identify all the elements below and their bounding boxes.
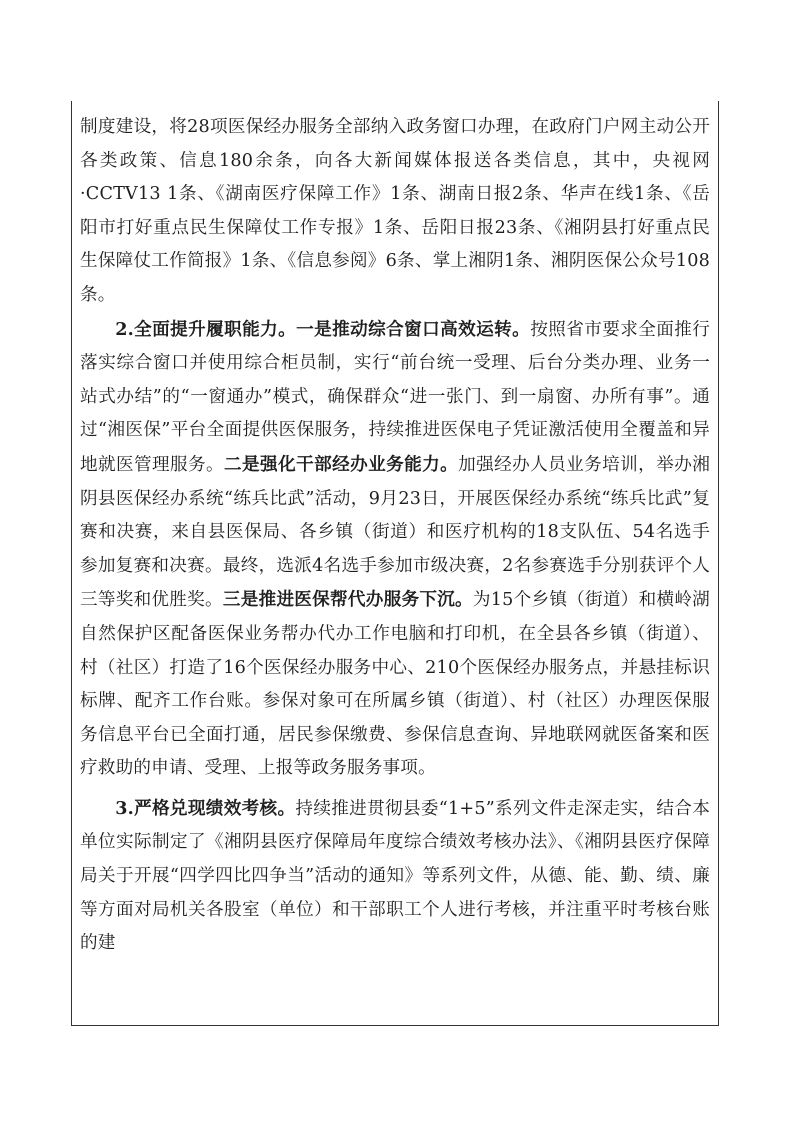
paragraph-performance: [80, 792, 710, 961]
section-heading: 3.严格兑现绩效考核。: [115, 797, 296, 819]
paragraph-publicity: [80, 111, 710, 313]
point-one-text: 按照省市要求全面推行落实综合窗口并使用综合柜员制，实行“前台统一受理、后台分类办理、业务一站式办结”的“一窗通办”模式，确保群众“进一张门、到一扇窗、办所有事”。通过“湘医保”平台全面提供医保服务，持续推进医保电子凭证激活使用全覆盖和异地就医管理服务。: [80, 319, 710, 475]
page-border-frame: [71, 101, 719, 1026]
section-heading: 2.全面提升履职能力。: [115, 318, 297, 340]
point-two-heading: 二是强化干部经办业务能力。: [224, 453, 459, 475]
point-three-heading: 三是推进医保帮代办服务下沉。: [222, 589, 473, 611]
paragraph-text: 制度建设，将28项医保经办服务全部纳入政务窗口办理，在政府门户网主动公开各类政策、信息180余条，向各大新闻媒体报送各类信息，其中，央视网·CCTV13 1条、《湖南医疗保障工作》1条、湖南日报2条、华声在线1条、《岳阳市打好重点民生保障仗工作专报》1条、岳阳日报23条、《湘阴县打好重点民生保障仗工作简报》1条、《信息参阅》6条、掌上湘阴1条、湘阴医保公众号108条。: [80, 117, 710, 305]
point-three-text: 为15个乡镇（街道）和横岭湖自然保护区配备医保业务帮办代办工作电脑和打印机，在全县各乡镇（街道）、村（社区）打造了16个医保经办服务中心、210个医保经办服务点，并悬挂标识标牌、配齐工作台账。参保对象可在所属乡镇（街道）、村（社区）办理医保服务信息平台已全面打通，居民参保缴费、参保信息查询、异地联网就医备案和医疗救助的申请、受理、上报等政务服务事项。: [80, 590, 710, 779]
document-body: [80, 111, 710, 961]
paragraph-capability: [80, 313, 710, 786]
paragraph-text: 持续推进贯彻县委“1+5”系列文件走深走实，结合本单位实际制定了《湘阴县医疗保障局年度综合绩效考核办法》、《湘阴县医疗保障局关于开展“四学四比四争当”活动的通知》等系列文件，从德、能、勤、绩、廉等方面对局机关各股室（单位）和干部职工个人进行考核，并注重平时考核台账的建: [80, 798, 710, 954]
point-one-heading: 一是推动综合窗口高效运转。: [296, 318, 531, 340]
point-two-text: 加强经办人员业务培训，举办湘阴县医保经办系统“练兵比武”活动，9月23日，开展医保经办系统“练兵比武”复赛和决赛，来自县医保局、各乡镇（街道）和医疗机构的18支队伍、54名选手参加复赛和决赛。最终，选派4名选手参加市级决赛，2名参赛选手分别获评个人三等奖和优胜奖。: [80, 454, 710, 611]
